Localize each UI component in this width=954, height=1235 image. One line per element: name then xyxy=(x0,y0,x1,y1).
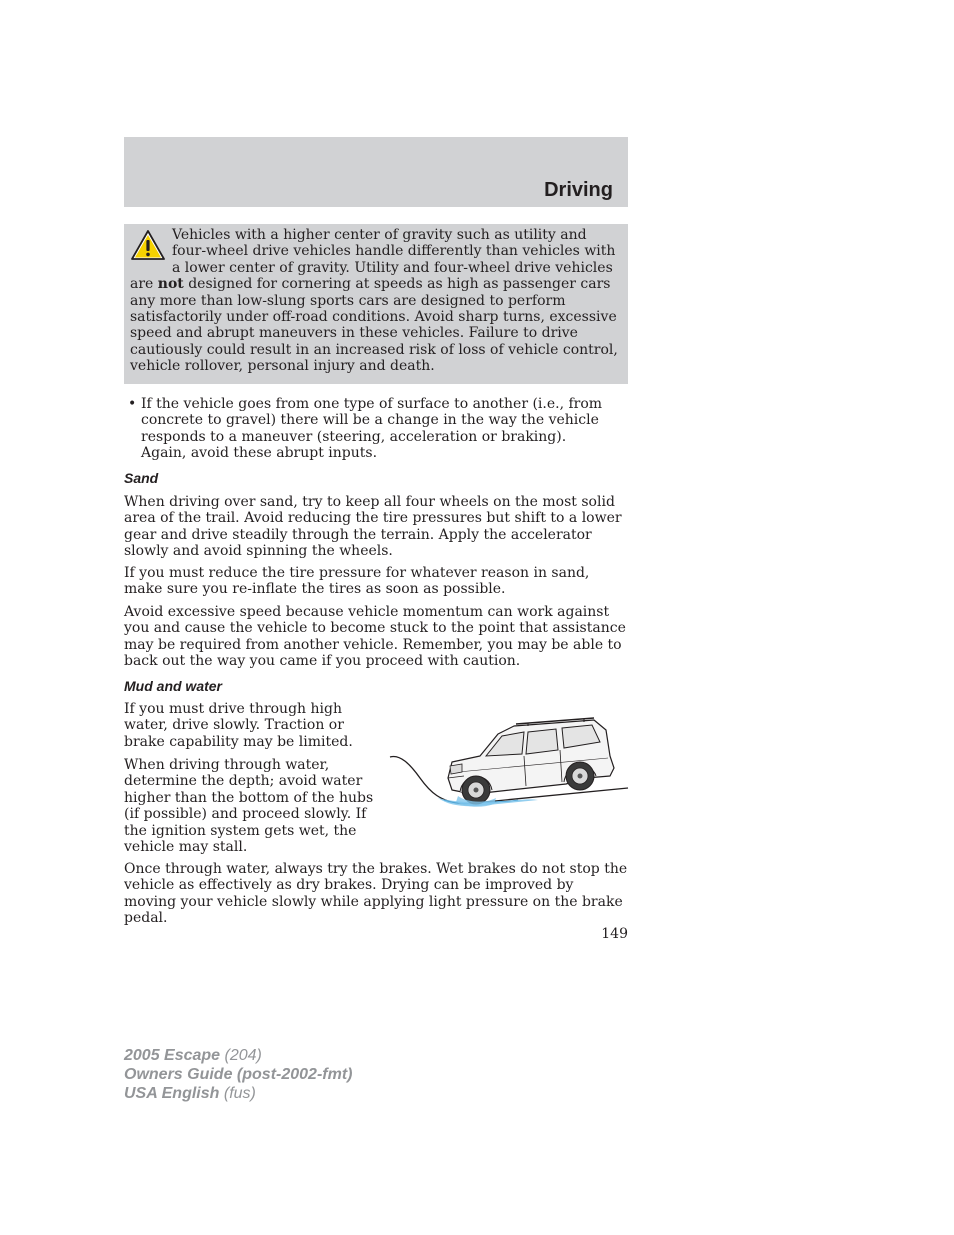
mud-heading: Mud and water xyxy=(124,678,223,694)
suv-driving-through-water-illustration xyxy=(388,712,630,812)
warning-box xyxy=(124,224,628,384)
mud-paragraph-2: When driving through water, determine the depth; avoid water higher than the bottom of the hubs (if possible) and proceed slowly. If the ignition system gets wet, the vehicle may stall. xyxy=(124,757,374,856)
sand-paragraph-2: If you must reduce the tire pressure for whatever reason in sand, make sure you re-inflate the tires as soon as possible. xyxy=(124,565,590,598)
bullet-text: If the vehicle goes from one type of surface to another (i.e., from concrete to gravel) there will be a change in the way the vehicle responds to a maneuver (steering, acceleration or braking). Again, avoid these abrupt inputs. xyxy=(141,396,603,462)
footer-line-language: USA English (fus) xyxy=(124,1085,256,1102)
section-header xyxy=(124,137,628,207)
sand-heading: Sand xyxy=(124,470,159,486)
page-number: 149 xyxy=(601,926,628,942)
document-footer xyxy=(124,1046,352,1103)
sand-paragraph-1: When driving over sand, try to keep all four wheels on the most solid area of the trail. Avoid reducing the tire pressures but shift to a lower gear and drive steadily through the terrain. Apply the accelerator slowly and avoid spinning the wheels. xyxy=(124,494,622,560)
mud-paragraph-3: Once through water, always try the brakes. Wet brakes do not stop the vehicle as effectively as dry brakes. Drying can be improved by moving your vehicle slowly while applying light pressure on the brake pedal. xyxy=(124,861,628,927)
warning-triangle-icon xyxy=(130,229,166,261)
sand-paragraph-3: Avoid excessive speed because vehicle momentum can work against you and cause the vehicle to become stuck to the point that assistance may be required from another vehicle. Remember, you may be able to back out the way you came if you proceed with caution. xyxy=(124,604,626,670)
section-title: Driving xyxy=(544,179,613,201)
mud-paragraph-1: If you must drive through high water, drive slowly. Traction or brake capability may be limited. xyxy=(124,701,353,750)
footer-line-model: 2005 Escape (204) xyxy=(124,1047,262,1064)
bullet-icon: • xyxy=(128,396,137,412)
footer-line-guide: Owners Guide (post-2002-fmt) xyxy=(124,1066,353,1083)
warning-text: Vehicles with a higher center of gravity such as utility and four-wheel drive vehicles handle differently than vehicles with a lower center of gravity. Utility and four-wheel drive vehicles are not designed for cornering at speeds as high as passenger cars any more than low-slung sports cars are designed to perform satisfactorily under off-road conditions. Avoid sharp turns, excessive speed and abrupt maneuvers in these vehicles. Failure to drive cautiously could result in an increased risk of loss of vehicle control, vehicle rollover, personal injury and death. xyxy=(130,227,618,375)
